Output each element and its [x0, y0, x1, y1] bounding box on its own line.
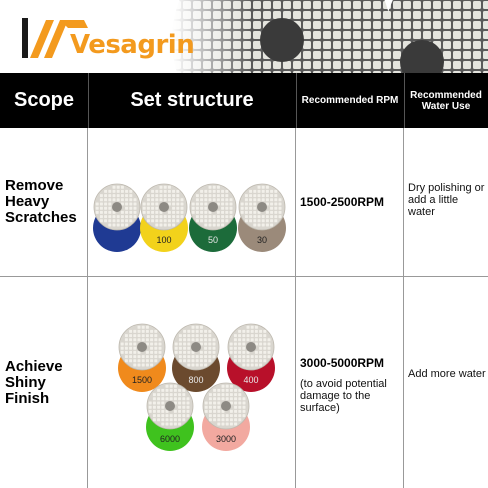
rpm-value: 1500-2500RPM	[300, 195, 385, 209]
polishing-pad	[238, 184, 286, 252]
set-structure-cell	[88, 277, 296, 488]
polishing-pad	[172, 324, 220, 392]
rpm-note: (to avoid potential damage to the surface)	[300, 378, 387, 414]
pad-center-hole	[191, 342, 201, 352]
pad-center-hole	[137, 342, 147, 352]
header-divider	[404, 73, 405, 128]
pad-grit-label: 400	[243, 375, 259, 385]
pad-center-hole	[112, 202, 122, 212]
header-scope: Scope	[0, 73, 88, 128]
table-row	[0, 277, 488, 488]
polishing-pad	[227, 324, 275, 392]
comparison-table	[0, 73, 488, 488]
water-value: Dry polishing or add a little water	[408, 182, 485, 218]
polishing-pad	[140, 184, 188, 252]
header-divider	[88, 73, 89, 128]
water-cell	[404, 277, 488, 488]
pad-set-image	[88, 277, 296, 488]
rpm-cell	[296, 128, 404, 276]
rpm-cell	[296, 277, 404, 488]
header-rpm: Recommended RPM	[296, 73, 404, 128]
pad-grit-label: 800	[188, 375, 204, 385]
header-divider	[296, 73, 297, 128]
brand-banner	[0, 0, 488, 73]
table-row	[0, 128, 488, 277]
polishing-pad	[118, 324, 166, 392]
pad-center-hole	[221, 401, 231, 411]
pad-center-hole	[257, 202, 267, 212]
water-value: Add more water	[408, 368, 486, 380]
polishing-pad	[146, 383, 194, 451]
pad-set-image	[88, 128, 296, 277]
pad-grit-label: 6000	[159, 434, 181, 444]
pad-center-hole	[246, 342, 256, 352]
water-cell	[404, 128, 488, 276]
polishing-pad	[189, 184, 237, 252]
header-set-structure: Set structure	[88, 73, 296, 128]
diamond-pad-texture	[172, 0, 488, 73]
scope-cell: Remove Heavy Scratches	[0, 128, 88, 276]
polishing-pad	[202, 383, 250, 451]
header-water: Recommended Water Use	[404, 73, 488, 128]
pad-grit-label: 50	[207, 235, 219, 245]
pad-grit-label: 100	[156, 235, 172, 245]
rpm-value: 3000-5000RPM	[300, 356, 385, 370]
pad-grit-label: 1500	[131, 375, 153, 385]
pad-grit-label: 30	[256, 235, 268, 245]
pad-grit-label: 3000	[215, 434, 237, 444]
polishing-pad	[93, 184, 141, 252]
pad-center-hole	[165, 401, 175, 411]
scope-cell: Achieve Shiny Finish	[0, 277, 88, 488]
brand-name: Vesagrin	[70, 30, 195, 60]
pad-center-hole	[208, 202, 218, 212]
set-structure-cell	[88, 128, 296, 276]
pad-center-hole	[159, 202, 169, 212]
